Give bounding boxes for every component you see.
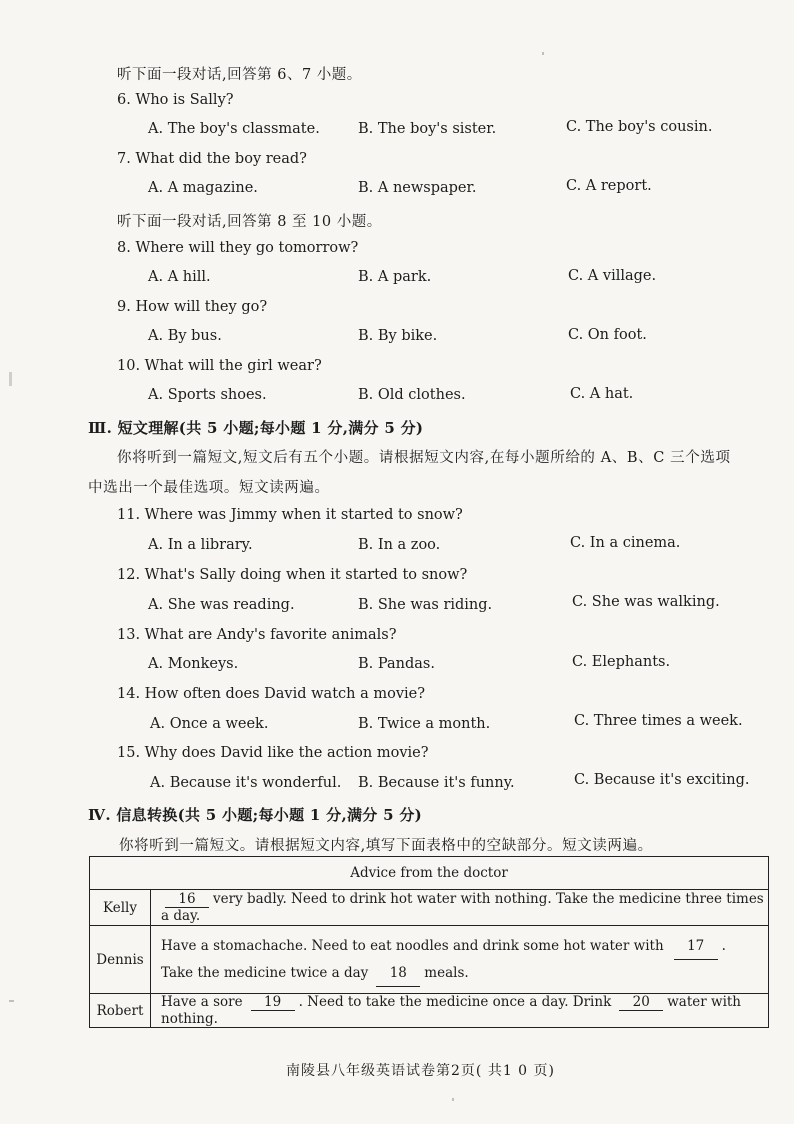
question-15: 15. Why does David like the action movie? — [117, 745, 429, 761]
row-name-dennis: Dennis — [90, 926, 151, 994]
dennis-line2-text: Take the medicine twice a day — [161, 964, 369, 981]
robert-text-mid: . Need to take the medicine once a day. Drink — [298, 994, 612, 1010]
option-12a: A. She was reading. — [148, 597, 295, 613]
scan-speck — [542, 52, 544, 55]
option-15a: A. Because it's wonderful. — [150, 775, 342, 791]
dennis-line1-text: Have a stomachache. Need to eat noodles and drink some hot water with — [161, 937, 664, 954]
blank-20[interactable]: 20 — [619, 994, 663, 1011]
section-3-heading: Ⅲ. 短文理解(共 5 小题;每小题 1 分,满分 5 分) — [88, 419, 424, 437]
option-12c: C. She was walking. — [572, 594, 720, 610]
blank-17[interactable]: 17 — [674, 933, 718, 960]
option-15b: B. Because it's funny. — [358, 775, 515, 791]
page-footer: 南陵县八年级英语试卷第2页( 共1 0 页) — [286, 1063, 555, 1079]
advice-table — [89, 856, 769, 1028]
option-7c: C. A report. — [566, 178, 652, 194]
row-content-dennis — [151, 926, 769, 994]
option-13b: B. Pandas. — [358, 656, 435, 672]
option-10b: B. Old clothes. — [358, 387, 466, 403]
table-row-dennis — [90, 926, 769, 994]
question-13: 13. What are Andy's favorite animals? — [117, 627, 397, 643]
option-11c: C. In a cinema. — [570, 535, 681, 551]
option-8b: B. A park. — [358, 269, 432, 285]
option-11b: B. In a zoo. — [358, 537, 441, 553]
option-13a: A. Monkeys. — [148, 656, 239, 672]
table-row-robert — [90, 994, 769, 1028]
option-9c: C. On foot. — [568, 327, 647, 343]
option-6a: A. The boy's classmate. — [148, 121, 320, 137]
row-content-robert — [151, 994, 769, 1028]
option-8a: A. A hill. — [148, 269, 211, 285]
blank-16[interactable]: 16 — [165, 891, 209, 908]
option-11a: A. In a library. — [148, 537, 253, 553]
row-name-robert: Robert — [90, 994, 151, 1028]
robert-text-post: water with nothing. — [161, 994, 742, 1027]
option-10a: A. Sports shoes. — [148, 387, 267, 403]
dennis-line1-period: . — [721, 937, 726, 954]
question-7: 7. What did the boy read? — [117, 151, 307, 167]
section-3-directions-line1: 你将听到一篇短文,短文后有五个小题。请根据短文内容,在每小题所给的 A、B、C 三个选项 — [117, 450, 731, 466]
dialog-instruction-8-10: 听下面一段对话,回答第 8 至 10 小题。 — [117, 214, 382, 230]
scan-speck — [9, 372, 12, 386]
scan-speck — [9, 1000, 14, 1002]
robert-text-pre: Have a sore — [161, 994, 243, 1010]
question-9: 9. How will they go? — [117, 299, 268, 315]
option-9b: B. By bike. — [358, 328, 438, 344]
option-14a: A. Once a week. — [150, 716, 269, 732]
dialog-instruction-6-7: 听下面一段对话,回答第 6、7 小题。 — [117, 67, 362, 83]
section-4-heading: Ⅳ. 信息转换(共 5 小题;每小题 1 分,满分 5 分) — [88, 806, 423, 824]
section-4-directions: 你将听到一篇短文。请根据短文内容,填写下面表格中的空缺部分。短文读两遍。 — [119, 838, 653, 854]
option-7a: A. A magazine. — [148, 180, 258, 196]
option-9a: A. By bus. — [148, 328, 222, 344]
blank-18[interactable]: 18 — [376, 960, 420, 987]
option-14b: B. Twice a month. — [358, 716, 491, 732]
option-13c: C. Elephants. — [572, 654, 671, 670]
kelly-advice-text: very badly. Need to drink hot water with nothing. Take the medicine three times a day. — [161, 891, 764, 924]
option-6b: B. The boy's sister. — [358, 121, 497, 137]
section-3-directions-line2: 中选出一个最佳选项。短文读两遍。 — [88, 480, 330, 496]
question-10: 10. What will the girl wear? — [117, 358, 322, 374]
question-8: 8. Where will they go tomorrow? — [117, 240, 359, 256]
advice-table-title: Advice from the doctor — [90, 857, 769, 890]
scan-speck — [452, 1098, 454, 1101]
question-6: 6. Who is Sally? — [117, 92, 234, 108]
option-10c: C. A hat. — [570, 386, 634, 402]
option-15c: C. Because it's exciting. — [574, 772, 750, 788]
row-name-kelly: Kelly — [90, 890, 151, 926]
table-row-kelly — [90, 890, 769, 926]
option-8c: C. A village. — [568, 268, 657, 284]
option-7b: B. A newspaper. — [358, 180, 477, 196]
dennis-line2-suffix: meals. — [424, 964, 469, 981]
row-content-kelly — [151, 890, 769, 926]
question-14: 14. How often does David watch a movie? — [117, 686, 426, 702]
question-11: 11. Where was Jimmy when it started to snow? — [117, 507, 463, 523]
blank-19[interactable]: 19 — [251, 994, 295, 1011]
option-14c: C. Three times a week. — [574, 713, 743, 729]
option-12b: B. She was riding. — [358, 597, 493, 613]
option-6c: C. The boy's cousin. — [566, 119, 713, 135]
question-12: 12. What's Sally doing when it started to snow? — [117, 567, 468, 583]
